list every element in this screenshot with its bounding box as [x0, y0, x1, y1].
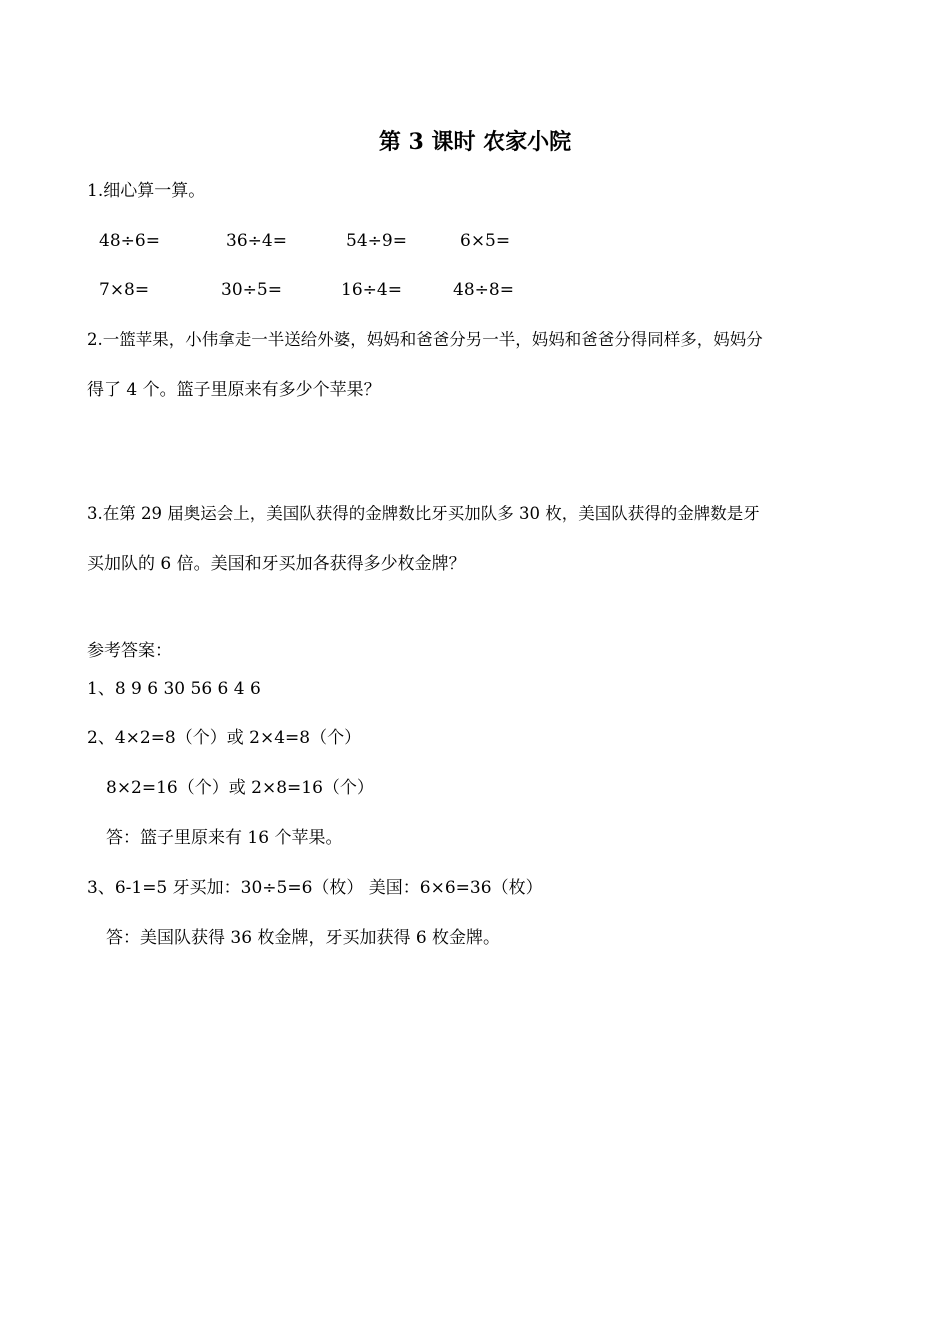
- question-2-line-1: 2.一篮苹果，小伟拿走一半送给外婆，妈妈和爸爸分另一半，妈妈和爸爸分得同样多，妈妈分: [87, 330, 763, 349]
- calc-item: 30÷5=: [221, 280, 282, 300]
- answer-1: 1、8 9 6 30 56 6 4 6: [87, 679, 261, 699]
- calc-item: 48÷8=: [453, 280, 514, 300]
- calc-item: 7×8=: [99, 280, 150, 300]
- answer-3-line-1: 3、6-1=5 牙买加：30÷5=6（枚） 美国：6×6=36（枚）: [87, 878, 543, 898]
- answer-2-line-1: 2、4×2=8（个）或 2×4=8（个）: [87, 728, 362, 748]
- calc-item: 54÷9=: [346, 231, 407, 251]
- calc-item: 16÷4=: [341, 280, 402, 300]
- answers-heading: 参考答案：: [87, 641, 172, 661]
- question-3-line-2: 买加队的 6 倍。美国和牙买加各获得多少枚金牌？: [87, 554, 466, 574]
- answer-2-line-2: 8×2=16（个）或 2×8=16（个）: [106, 778, 374, 798]
- calc-item: 48÷6=: [99, 231, 160, 251]
- answer-3-line-2: 答：美国队获得 36 枚金牌，牙买加获得 6 枚金牌。: [106, 928, 501, 948]
- calc-item: 36÷4=: [226, 231, 287, 251]
- question-2-line-2: 得了 4 个。篮子里原来有多少个苹果？: [87, 380, 381, 400]
- calc-item: 6×5=: [460, 231, 511, 251]
- question-3-line-1: 3.在第 29 届奥运会上，美国队获得的金牌数比牙买加队多 30 枚，美国队获得的金牌数是牙: [87, 504, 760, 523]
- question-1-heading: 1.细心算一算。: [87, 181, 206, 201]
- answer-2-line-3: 答：篮子里原来有 16 个苹果。: [106, 828, 343, 848]
- page-title: 第 3 课时 农家小院: [378, 129, 572, 155]
